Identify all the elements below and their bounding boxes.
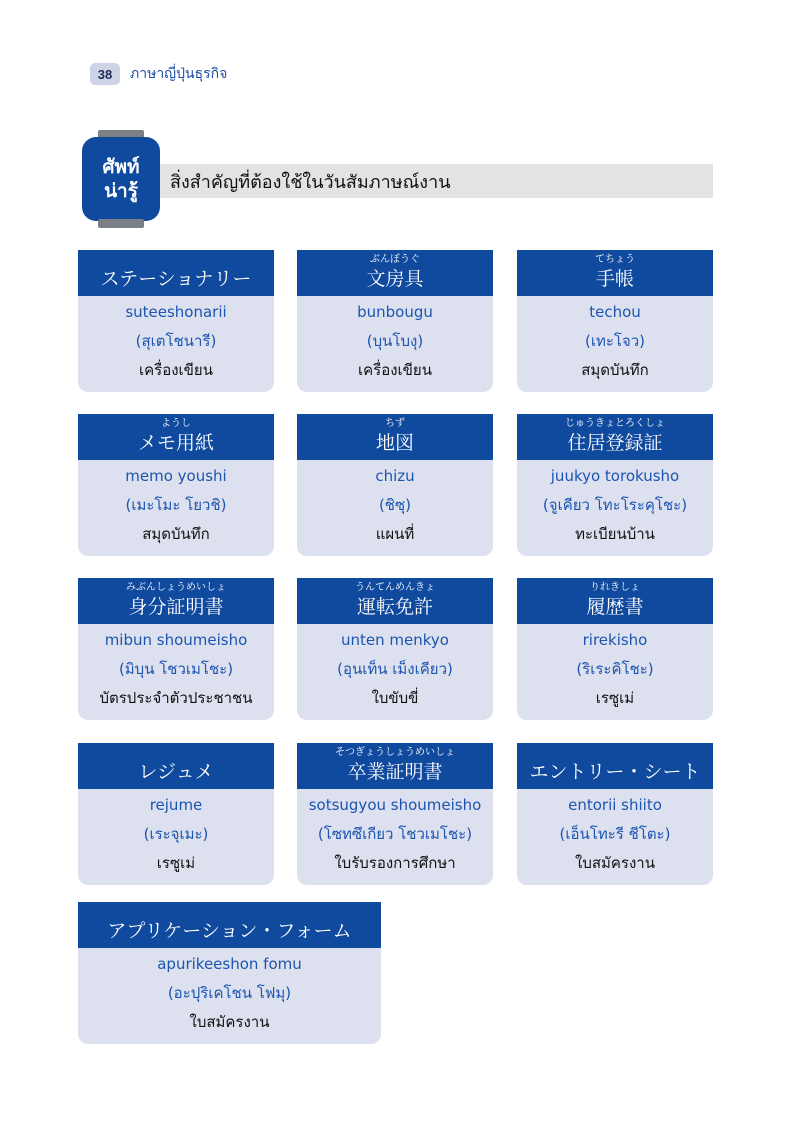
card-ruby: そつぎょうしょうめいしょ (335, 747, 455, 758)
card-header (517, 578, 713, 624)
card-romaji: suteeshonarii (125, 303, 227, 321)
card-meaning: แผนที่ (375, 525, 415, 543)
card-romaji: bunbougu (357, 303, 433, 321)
card-header (297, 414, 493, 460)
card-reading: (โซทซึเกียว โชวเมโชะ) (317, 825, 473, 843)
card-header (517, 743, 713, 789)
card-ruby: ようし (161, 418, 191, 429)
card-japanese: 住居登録証 (567, 432, 663, 454)
card-reading: (มิบุน โชวเมโชะ) (118, 660, 234, 678)
card-romaji: memo youshi (125, 467, 227, 485)
section-title-bar (160, 164, 713, 198)
card-japanese: アプリケーション・フォーム (107, 920, 352, 942)
card-meaning: เรซูเม่ (595, 689, 635, 707)
card-header (297, 250, 493, 296)
card-meaning: บัตรประจำตัวประชาชน (99, 689, 253, 707)
card-meaning: เครื่องเขียน (358, 361, 432, 379)
book-title: ภาษาญี่ปุ่นธุรกิจ (130, 66, 228, 82)
card-header (78, 414, 274, 460)
card-header (78, 902, 381, 948)
card-romaji: rirekisho (582, 631, 648, 649)
card-reading: (ชิซุ) (378, 496, 412, 514)
card-japanese: 文房具 (366, 268, 424, 290)
card-ruby: うんてんめんきょ (355, 582, 435, 593)
card-romaji: techou (589, 303, 641, 321)
card-header (78, 250, 274, 296)
vocab-badge (82, 130, 160, 228)
page-header (90, 62, 227, 86)
card-reading: (บุนโบงุ) (366, 332, 424, 350)
card-japanese: 手帳 (595, 268, 634, 290)
vocab-card (517, 578, 713, 720)
vocab-card (297, 250, 493, 392)
vocab-card (297, 743, 493, 885)
card-romaji: juukyo torokusho (550, 467, 680, 485)
card-ruby: ぶんぼうぐ (370, 254, 420, 265)
card-romaji: mibun shoumeisho (104, 631, 248, 649)
card-japanese: 運転免許 (356, 596, 433, 618)
card-romaji: unten menkyo (341, 631, 449, 649)
vocab-card (78, 578, 274, 720)
badge-body (82, 137, 160, 221)
card-reading: (จูเคียว โทะโระคุโชะ) (542, 496, 688, 514)
card-japanese: ステーショナリー (100, 268, 252, 290)
vocab-card (78, 414, 274, 556)
card-japanese: 卒業証明書 (347, 761, 443, 783)
card-reading: (เอ็นโทะรี ชีโตะ) (559, 825, 671, 843)
card-meaning: ใบรับรองการศึกษา (334, 854, 456, 872)
card-ruby: てちょう (595, 254, 635, 265)
card-japanese: メモ用紙 (137, 432, 214, 454)
card-reading: (เระจุเมะ) (143, 825, 209, 843)
card-reading: (เทะโจว) (584, 332, 646, 350)
badge-line-1: ศัพท์ (102, 156, 140, 178)
card-meaning: เครื่องเขียน (139, 361, 213, 379)
lantern-cap-bottom (98, 219, 144, 228)
section-title: สิ่งสำคัญที่ต้องใช้ในวันสัมภาษณ์งาน (170, 171, 451, 193)
card-header (78, 743, 274, 789)
card-meaning: ใบสมัครงาน (189, 1013, 270, 1031)
card-meaning: ทะเบียนบ้าน (575, 525, 655, 543)
card-header (78, 578, 274, 624)
card-header (297, 578, 493, 624)
card-header (517, 250, 713, 296)
card-japanese: 身分証明書 (128, 596, 224, 618)
card-japanese: エントリー・シート (529, 761, 701, 783)
vocab-card (517, 250, 713, 392)
card-meaning: สมุดบันทึก (142, 525, 210, 543)
card-reading: (เมะโมะ โยวชิ) (125, 496, 227, 514)
vocab-card (297, 578, 493, 720)
page-number: 38 (90, 63, 120, 85)
vocab-card (78, 743, 274, 885)
card-japanese: 履歴書 (586, 596, 644, 618)
card-romaji: rejume (149, 796, 203, 814)
card-header (297, 743, 493, 789)
card-romaji: entorii shiito (568, 796, 662, 814)
card-meaning: ใบขับขี่ (371, 689, 419, 707)
card-romaji: sotsugyou shoumeisho (308, 796, 482, 814)
card-ruby: ちず (385, 418, 405, 429)
card-romaji: apurikeeshon fomu (157, 955, 302, 973)
badge-line-2: น่ารู้ (104, 180, 138, 202)
card-romaji: chizu (375, 467, 415, 485)
card-meaning: เรซูเม่ (156, 854, 196, 872)
card-japanese: 地図 (375, 432, 414, 454)
vocab-card (517, 414, 713, 556)
card-reading: (อะปุริเคโชน โฟมุ) (167, 984, 292, 1002)
card-ruby: じゅうきょとろくしょ (565, 418, 665, 429)
vocab-card (78, 250, 274, 392)
card-reading: (ริเระคิโชะ) (576, 660, 654, 678)
card-japanese: レジュメ (138, 761, 214, 783)
card-meaning: ใบสมัครงาน (575, 854, 655, 872)
card-header (517, 414, 713, 460)
vocab-card (517, 743, 713, 885)
card-reading: (อุนเท็น เม็งเคียว) (337, 660, 453, 678)
card-meaning: สมุดบันทึก (581, 361, 649, 379)
vocab-card (297, 414, 493, 556)
card-ruby: りれきしょ (590, 582, 640, 593)
vocab-card (78, 902, 381, 1044)
card-reading: (สุเตโชนารี) (135, 332, 217, 350)
card-ruby: みぶんしょうめいしょ (126, 582, 226, 593)
